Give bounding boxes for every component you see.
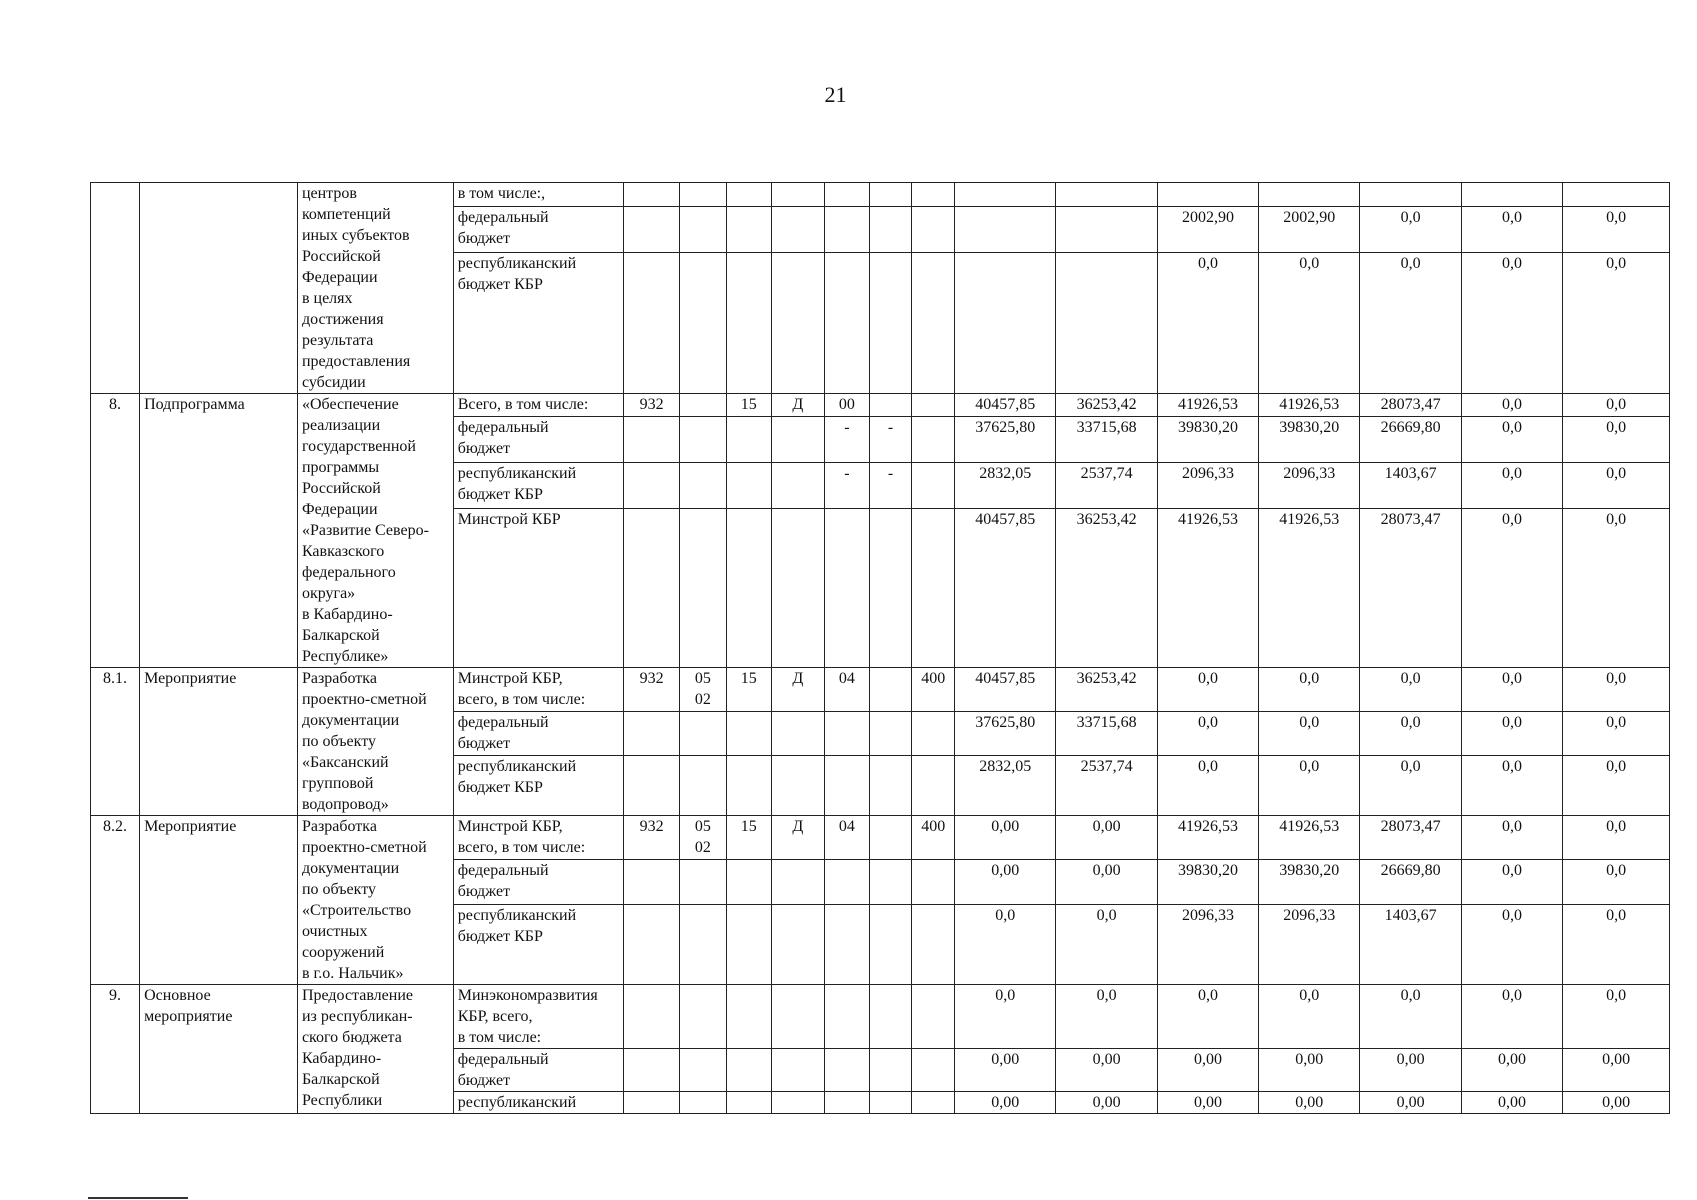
budget-code-cell [771,1049,824,1092]
budget-code-cell: 15 [726,668,771,712]
budget-code-cell [624,1092,679,1114]
budget-code-cell: 932 [624,816,679,860]
amount-cell: 2096,33 [1259,904,1360,984]
amount-cell: 41926,53 [1157,394,1258,417]
budget-code-cell [824,985,869,1049]
budget-code-cell [679,417,726,463]
amount-cell: 0,00 [1259,1092,1360,1114]
amount-cell: 2002,90 [1157,206,1258,252]
budget-code-cell [869,712,912,756]
budget-code-cell [679,206,726,252]
budget-code-cell [824,1049,869,1092]
amount-cell: 41926,53 [1157,816,1258,860]
amount-cell: 0,00 [1461,1049,1562,1092]
amount-cell: 0,0 [1563,668,1670,712]
amount-cell: 0,00 [1056,1092,1157,1114]
amount-cell: 0,0 [1461,206,1562,252]
funding-source: республиканский бюджет КБР [453,252,624,393]
amount-cell: 28073,47 [1360,394,1461,417]
amount-cell: 2002,90 [1259,206,1360,252]
budget-code-cell [771,860,824,904]
budget-code-cell: Д [771,816,824,860]
amount-cell: 2096,33 [1157,904,1258,984]
amount-cell: 0,00 [1259,1049,1360,1092]
amount-cell: 0,0 [1360,668,1461,712]
amount-cell: 0,0 [1259,985,1360,1049]
budget-code-cell [869,508,912,667]
amount-cell: 41926,53 [1157,508,1258,667]
budget-code-cell [726,860,771,904]
budget-code-cell [869,860,912,904]
budget-code-cell [726,756,771,816]
amount-cell: 0,0 [1461,668,1562,712]
budget-code-cell [771,756,824,816]
table-row [91,985,1670,1049]
budget-code-cell [912,417,955,463]
budget-code-cell [771,463,824,509]
funding-source: федеральный бюджет [453,417,624,463]
amount-cell [1259,183,1360,207]
budget-code-cell [869,1092,912,1114]
amount-cell [1563,183,1670,207]
budget-code-cell: 00 [824,394,869,417]
budget-code-cell [869,252,912,393]
amount-cell: 0,0 [1056,985,1157,1049]
amount-cell: 0,0 [1461,756,1562,816]
amount-cell: 2096,33 [1157,463,1258,509]
amount-cell: 0,0 [1157,712,1258,756]
budget-code-cell: - [824,463,869,509]
amount-cell: 0,00 [1461,1092,1562,1114]
budget-code-cell [824,860,869,904]
amount-cell: 0,0 [1157,668,1258,712]
funding-source: республиканский бюджет КБР [453,463,624,509]
budget-code-cell [726,712,771,756]
amount-cell: 40457,85 [955,668,1056,712]
budget-code-cell [624,756,679,816]
amount-cell: 2832,05 [955,756,1056,816]
budget-code-cell [912,394,955,417]
amount-cell: 0,0 [1360,252,1461,393]
budget-code-cell: Д [771,394,824,417]
amount-cell: 2537,74 [1056,463,1157,509]
amount-cell: 0,0 [1461,252,1562,393]
budget-code-cell [679,756,726,816]
amount-cell [1056,183,1157,207]
row-name: центров компетенций иных субъектов Российской Федерации в целях достижения результата предоставления субсидии [297,183,453,394]
amount-cell: 33715,68 [1056,417,1157,463]
budget-code-cell [912,206,955,252]
amount-cell [1056,252,1157,393]
budget-code-cell [624,508,679,667]
budget-code-cell: 05 02 [679,668,726,712]
budget-code-cell: 04 [824,668,869,712]
funding-source: республиканский бюджет КБР [453,904,624,984]
budget-code-cell [624,183,679,207]
row-type: Подпрограмма [140,394,298,668]
funding-source: республиканский бюджет КБР [453,756,624,816]
budget-code-cell [824,183,869,207]
row-number: 9. [91,985,140,1114]
budget-code-cell [771,252,824,393]
funding-source: Минэкономразвития КБР, всего, в том числе: [453,985,624,1049]
row-name: Разработка проектно-сметной документации по объекту «Строительство очистных сооружений в г.о. Нальчик» [297,816,453,985]
amount-cell: 0,0 [1563,756,1670,816]
funding-source: федеральный бюджет [453,1049,624,1092]
funding-source: Всего, в том числе: [453,394,624,417]
funding-source: Минстрой КБР [453,508,624,667]
budget-code-cell [912,463,955,509]
amount-cell: 0,0 [1563,394,1670,417]
budget-code-cell [912,860,955,904]
amount-cell: 26669,80 [1360,860,1461,904]
budget-code-cell [824,508,869,667]
amount-cell: 0,0 [1259,252,1360,393]
budget-code-cell [824,904,869,984]
amount-cell: 0,0 [1563,463,1670,509]
amount-cell: 40457,85 [955,508,1056,667]
amount-cell: 41926,53 [1259,508,1360,667]
amount-cell: 39830,20 [1259,860,1360,904]
amount-cell: 39830,20 [1259,417,1360,463]
budget-code-cell: 932 [624,394,679,417]
budget-code-cell [624,904,679,984]
budget-code-cell [679,1049,726,1092]
row-name: Разработка проектно-сметной документации по объекту «Баксанский групповой водопровод» [297,668,453,816]
budget-code-cell [624,206,679,252]
budget-code-cell [912,904,955,984]
amount-cell: 0,0 [1259,756,1360,816]
budget-code-cell [679,508,726,667]
budget-code-cell [824,712,869,756]
amount-cell: 0,0 [1563,860,1670,904]
amount-cell: 36253,42 [1056,668,1157,712]
amount-cell: 28073,47 [1360,816,1461,860]
amount-cell: 0,0 [1461,985,1562,1049]
amount-cell: 0,00 [1056,816,1157,860]
budget-code-cell [679,1092,726,1114]
budget-code-cell [679,712,726,756]
amount-cell [1360,183,1461,207]
table-row [91,816,1670,860]
amount-cell: 0,00 [1056,860,1157,904]
amount-cell: 2096,33 [1259,463,1360,509]
amount-cell: 2832,05 [955,463,1056,509]
table-row [91,394,1670,417]
budget-code-cell [771,183,824,207]
amount-cell: 0,0 [1563,206,1670,252]
budget-code-cell [679,904,726,984]
amount-cell: 36253,42 [1056,508,1157,667]
budget-code-cell [726,985,771,1049]
budget-code-cell [869,756,912,816]
budget-code-cell [869,1049,912,1092]
funding-source: Минстрой КБР, всего, в том числе: [453,816,624,860]
budget-code-cell [869,394,912,417]
budget-code-cell [726,1049,771,1092]
funding-source: федеральный бюджет [453,206,624,252]
budget-code-cell [679,394,726,417]
amount-cell: 0,0 [1461,394,1562,417]
budget-code-cell [726,463,771,509]
amount-cell [1056,206,1157,252]
amount-cell [1157,183,1258,207]
budget-code-cell [624,1049,679,1092]
amount-cell: 0,00 [955,1092,1056,1114]
budget-code-cell [912,985,955,1049]
budget-code-cell [679,463,726,509]
budget-code-cell [912,252,955,393]
amount-cell: 1403,67 [1360,463,1461,509]
budget-code-cell [624,463,679,509]
amount-cell: 41926,53 [1259,394,1360,417]
budget-code-cell [726,252,771,393]
amount-cell: 39830,20 [1157,860,1258,904]
budget-code-cell [679,860,726,904]
amount-cell: 0,0 [1461,508,1562,667]
amount-cell: 0,00 [955,1049,1056,1092]
budget-code-cell [869,816,912,860]
amount-cell: 0,00 [1157,1049,1258,1092]
budget-code-cell [771,508,824,667]
budget-code-cell [824,756,869,816]
amount-cell: 0,0 [1461,904,1562,984]
amount-cell: 0,0 [1157,252,1258,393]
table-row [91,183,1670,207]
budget-code-cell: 15 [726,816,771,860]
amount-cell: 0,0 [1461,816,1562,860]
budget-code-cell [624,252,679,393]
budget-code-cell [624,860,679,904]
amount-cell: 0,0 [1056,904,1157,984]
budget-code-cell [771,985,824,1049]
budget-code-cell: 400 [912,816,955,860]
amount-cell: 0,00 [1563,1049,1670,1092]
amount-cell: 0,0 [1563,816,1670,860]
budget-code-cell [679,252,726,393]
budget-code-cell [726,206,771,252]
amount-cell: 0,00 [955,860,1056,904]
budget-code-cell [912,756,955,816]
row-type: Мероприятие [140,816,298,985]
amount-cell: 0,00 [1360,1092,1461,1114]
amount-cell [955,252,1056,393]
row-name: «Обеспечение реализации государственной программы Российской Федерации «Развитие Северо- Кавказского федерального округа» в Кабардино- Балкарской Республике» [297,394,453,668]
funding-source: республиканский [453,1092,624,1114]
budget-code-cell [824,206,869,252]
budget-code-cell [824,252,869,393]
budget-code-cell [726,183,771,207]
row-number: 8. [91,394,140,668]
budget-code-cell: 400 [912,668,955,712]
budget-code-cell [771,712,824,756]
budget-code-cell [912,712,955,756]
amount-cell: 0,0 [1461,417,1562,463]
amount-cell: 0,00 [1157,1092,1258,1114]
amount-cell: 0,0 [1157,756,1258,816]
budget-code-cell: - [824,417,869,463]
amount-cell: 0,0 [1461,860,1562,904]
amount-cell: 0,0 [1461,463,1562,509]
budget-table-container [90,182,1670,1114]
amount-cell: 37625,80 [955,417,1056,463]
budget-code-cell [771,206,824,252]
amount-cell: 0,0 [1563,712,1670,756]
budget-code-cell [771,904,824,984]
budget-code-cell: - [869,463,912,509]
amount-cell: 0,0 [1360,712,1461,756]
budget-code-cell: 932 [624,668,679,712]
funding-source: в том числе:, [453,183,624,207]
amount-cell: 0,0 [1563,985,1670,1049]
page-number: 21 [824,82,847,107]
budget-code-cell [624,712,679,756]
budget-code-cell [726,417,771,463]
row-type [140,183,298,394]
budget-code-cell [771,417,824,463]
amount-cell: 37625,80 [955,712,1056,756]
amount-cell: 33715,68 [1056,712,1157,756]
amount-cell: 0,0 [1360,206,1461,252]
budget-code-cell [726,904,771,984]
budget-code-cell [824,1092,869,1114]
funding-source: федеральный бюджет [453,860,624,904]
budget-code-cell [869,206,912,252]
amount-cell: 36253,42 [1056,394,1157,417]
budget-code-cell [912,1049,955,1092]
budget-code-cell: - [869,417,912,463]
budget-code-cell [912,508,955,667]
amount-cell: 0,0 [1563,252,1670,393]
row-name: Предоставление из республикан- ского бюджета Кабардино- Балкарской Республики [297,985,453,1114]
amount-cell: 0,0 [1563,904,1670,984]
budget-table [90,182,1670,1114]
amount-cell: 40457,85 [955,394,1056,417]
budget-code-cell [624,985,679,1049]
budget-code-cell [679,985,726,1049]
budget-code-cell [726,1092,771,1114]
amount-cell: 0,0 [1461,712,1562,756]
budget-code-cell [869,183,912,207]
amount-cell: 2537,74 [1056,756,1157,816]
amount-cell: 0,00 [1360,1049,1461,1092]
amount-cell: 0,0 [1563,508,1670,667]
amount-cell: 0,0 [1259,668,1360,712]
table-row [91,668,1670,712]
row-number: 8.1. [91,668,140,816]
amount-cell [955,206,1056,252]
budget-code-cell [679,183,726,207]
amount-cell: 41926,53 [1259,816,1360,860]
budget-code-cell: 05 02 [679,816,726,860]
budget-code-cell [624,417,679,463]
funding-source: федеральный бюджет [453,712,624,756]
budget-code-cell [912,1092,955,1114]
budget-code-cell [726,508,771,667]
amount-cell: 0,0 [1360,756,1461,816]
budget-code-cell [912,183,955,207]
amount-cell: 0,0 [1563,417,1670,463]
footer-rule [88,1197,188,1199]
amount-cell: 0,00 [1056,1049,1157,1092]
amount-cell: 1403,67 [1360,904,1461,984]
amount-cell [955,183,1056,207]
budget-code-cell [771,1092,824,1114]
amount-cell: 0,00 [1563,1092,1670,1114]
funding-source: Минстрой КБР, всего, в том числе: [453,668,624,712]
amount-cell: 0,0 [1157,985,1258,1049]
budget-code-cell [869,668,912,712]
amount-cell: 28073,47 [1360,508,1461,667]
budget-code-cell [869,904,912,984]
budget-table-body [91,183,1670,1114]
amount-cell: 39830,20 [1157,417,1258,463]
amount-cell [1461,183,1562,207]
budget-code-cell: 15 [726,394,771,417]
budget-code-cell [869,985,912,1049]
amount-cell: 26669,80 [1360,417,1461,463]
budget-code-cell: 04 [824,816,869,860]
amount-cell: 0,00 [955,816,1056,860]
amount-cell: 0,0 [1259,712,1360,756]
row-type: Мероприятие [140,668,298,816]
amount-cell: 0,0 [955,904,1056,984]
row-number [91,183,140,394]
amount-cell: 0,0 [1360,985,1461,1049]
budget-code-cell: Д [771,668,824,712]
row-number: 8.2. [91,816,140,985]
amount-cell: 0,0 [955,985,1056,1049]
row-type: Основное мероприятие [140,985,298,1114]
